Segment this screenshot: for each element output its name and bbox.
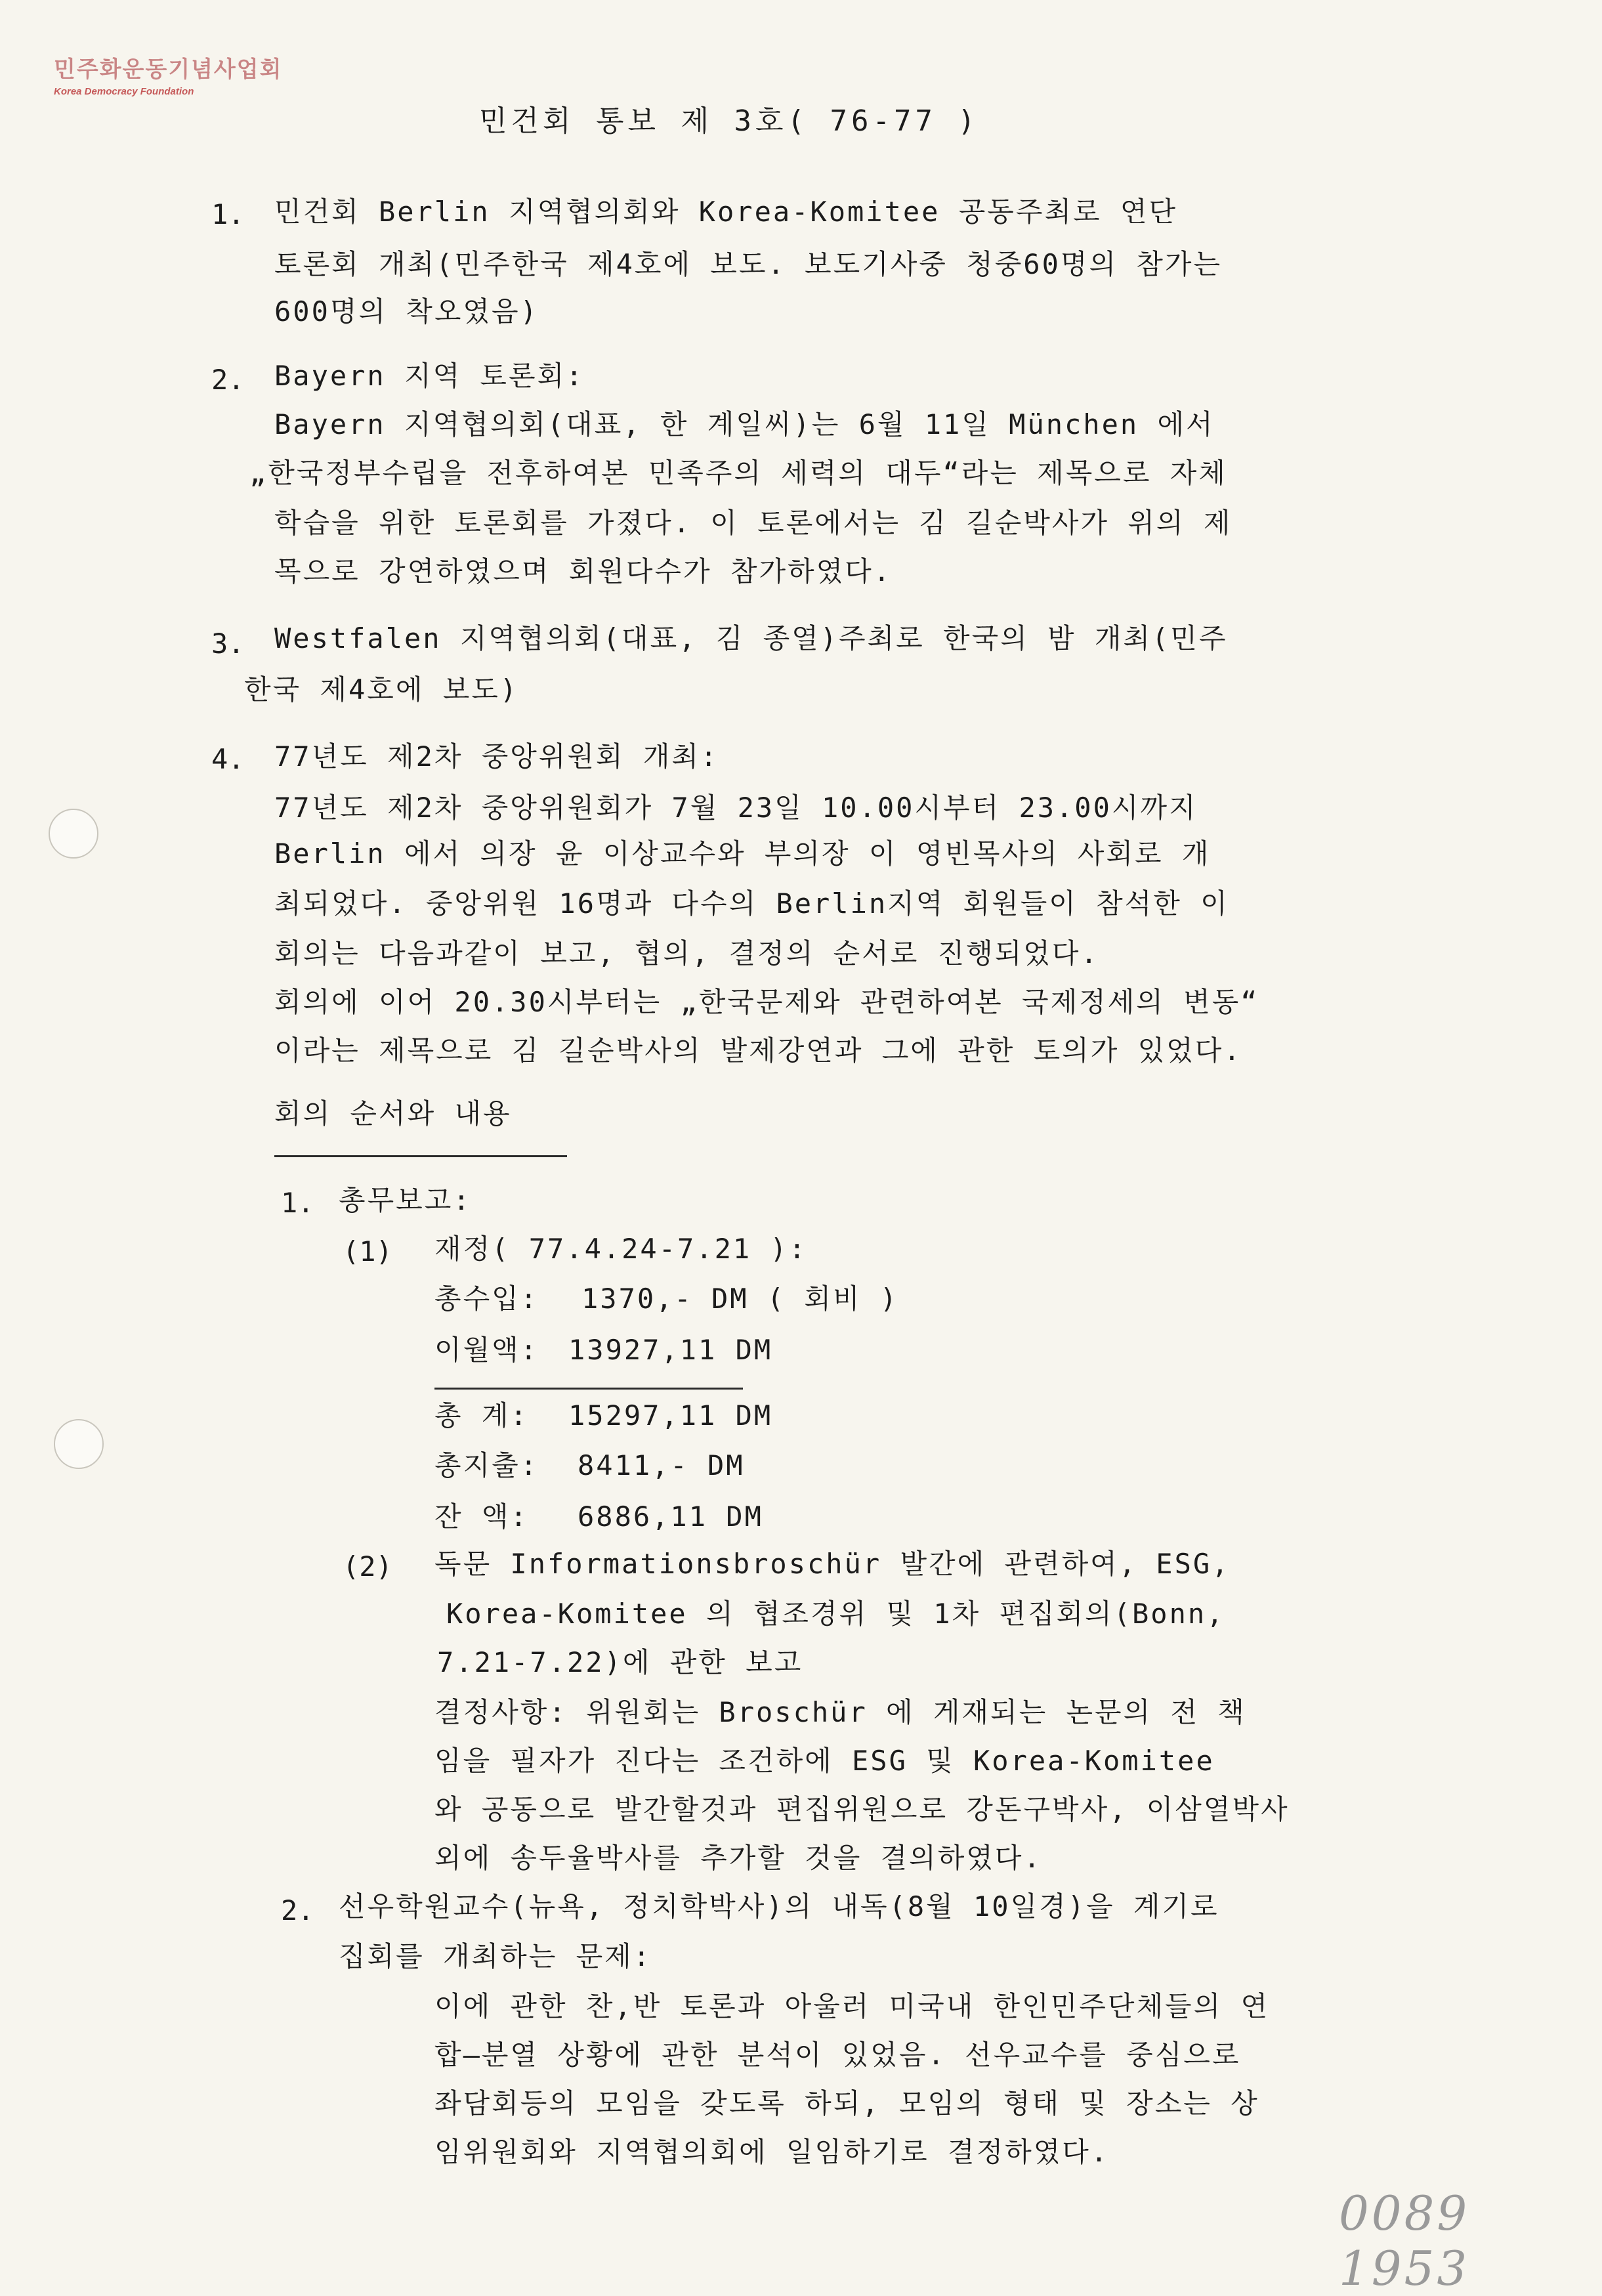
- finance-label: 총지출:: [434, 1449, 539, 1481]
- item-2-line: 목으로 강연하였으며 회원다수가 참가하였다.: [274, 555, 893, 587]
- item-2-line: 학습을 위한 토론회를 가졌다. 이 토론에서는 김 길순박사가 위의 제: [274, 507, 1233, 539]
- agenda-2-line: 선우학원교수(뉴욕, 정치학박사)의 내독(8월 10일경)을 계기로: [339, 1890, 1219, 1923]
- agenda-number: 1.: [281, 1187, 314, 1219]
- item-number: 1.: [211, 198, 245, 230]
- item-number: 3.: [211, 627, 245, 660]
- agenda-2-line: 임위원회와 지역협의회에 일임하기로 결정하였다.: [434, 2136, 1110, 2168]
- item-4-line: 77년도 제2차 중앙위원회가 7월 23일 10.00시부터 23.00시까지: [274, 792, 1198, 824]
- finance-label: 총수입:: [434, 1283, 539, 1315]
- agenda-1-heading: 총무보고:: [339, 1184, 472, 1216]
- decision-line: 임을 필자가 진다는 조건하에 ESG 및 Korea-Komitee: [434, 1745, 1215, 1777]
- item-2-line: Bayern 지역협의회(대표, 한 계일씨)는 6월 11일 München 에서: [274, 408, 1215, 440]
- decision-line: 외에 송두율박사를 추가할 것을 결의하였다.: [434, 1842, 1042, 1874]
- logo-korean: 민주화운동기념사업회: [54, 56, 283, 83]
- item-number: 4.: [211, 743, 245, 775]
- sum-rule: [434, 1388, 743, 1390]
- agenda-2-line: 합—분열 상황에 관한 분석이 있었음. 선우교수를 중심으로: [434, 2039, 1241, 2071]
- item-1-line: 토론회 개최(민주한국 제4호에 보도. 보도기사중 청중60명의 참가는: [274, 248, 1223, 280]
- finance-label: 총 계:: [434, 1399, 529, 1432]
- decision-line: 결정사항: 위원회는 Broschür 에 게재되는 논문의 전 책: [434, 1696, 1246, 1728]
- item-4-line: 이라는 제목으로 김 길순박사의 발제강연과 그에 관한 토의가 있었다.: [274, 1034, 1242, 1067]
- punch-hole-icon: [49, 809, 98, 859]
- broschur-line: 독문 Informationsbroschür 발간에 관련하여, ESG,: [434, 1548, 1231, 1580]
- item-4-line: 회의는 다음과같이 보고, 협의, 결정의 순서로 진행되었다.: [274, 937, 1099, 969]
- finance-label: 잔 액:: [434, 1500, 529, 1533]
- decision-line: 와 공동으로 발간할것과 편집위원으로 강돈구박사, 이삼열박사: [434, 1793, 1290, 1825]
- item-3-line: Westfalen 지역협의회(대표, 김 종열)주최로 한국의 밤 개최(민주: [274, 622, 1228, 654]
- finance-value: 15297,11 DM: [568, 1399, 773, 1432]
- item-4-line: 최되었다. 중앙위원 16명과 다수의 Berlin지역 회원들이 참석한 이: [274, 887, 1229, 920]
- finance-value: 13927,11 DM: [568, 1334, 773, 1366]
- finance-heading: 재정( 77.4.24-7.21 ):: [434, 1233, 808, 1265]
- item-4-line: 회의에 이어 20.30시부터는 „한국문제와 관련하여본 국제정세의 변동“: [274, 986, 1259, 1018]
- item-1-line: 600명의 착오였음): [274, 295, 539, 328]
- finance-value: 1370,- DM ( 회비 ): [581, 1283, 899, 1315]
- logo-english: Korea Democracy Foundation: [54, 86, 194, 97]
- agenda-heading: 회의 순서와 내용: [274, 1097, 512, 1130]
- item-4-line: Berlin 에서 의장 윤 이상교수와 부의장 이 영빈목사의 사회로 개: [274, 838, 1211, 870]
- item-number: 2.: [211, 364, 245, 396]
- punch-hole-icon: [54, 1419, 104, 1469]
- sub-number: (2): [343, 1550, 392, 1583]
- agenda-2-line: 집회를 개최하는 문제:: [339, 1940, 652, 1972]
- broschur-line: Korea-Komitee 의 협조경위 및 1차 편집회의(Bonn,: [446, 1598, 1225, 1630]
- agenda-number: 2.: [281, 1894, 314, 1926]
- item-1-line: 민건회 Berlin 지역협의회와 Korea-Komitee 공동주최로 연단: [274, 196, 1178, 228]
- item-2-line: „한국정부수립을 전후하여본 민족주의 세력의 대두“라는 제목으로 자체: [249, 457, 1227, 489]
- item-2-line: Bayern 지역 토론회:: [274, 360, 585, 392]
- archive-number: 0089 1953: [1339, 2186, 1470, 2296]
- page-title: 민건회 통보 제 3호( 76-77 ): [479, 104, 979, 138]
- sub-number: (1): [343, 1235, 392, 1267]
- agenda-2-line: 이에 관한 찬,반 토론과 아울러 미국내 한인민주단체들의 연: [434, 1990, 1270, 2022]
- finance-value: 8411,- DM: [578, 1449, 745, 1481]
- agenda-2-line: 좌담회등의 모임을 갖도록 하되, 모임의 형태 및 장소는 상: [434, 2087, 1259, 2119]
- finance-label: 이월액:: [434, 1334, 539, 1366]
- foundation-logo: [54, 51, 282, 97]
- broschur-line: 7.21-7.22)에 관한 보고: [437, 1646, 803, 1678]
- item-3-line: 한국 제4호에 보도): [244, 673, 519, 706]
- item-4-line: 77년도 제2차 중앙위원회 개최:: [274, 740, 719, 773]
- finance-value: 6886,11 DM: [578, 1500, 763, 1533]
- heading-underline: [274, 1155, 567, 1157]
